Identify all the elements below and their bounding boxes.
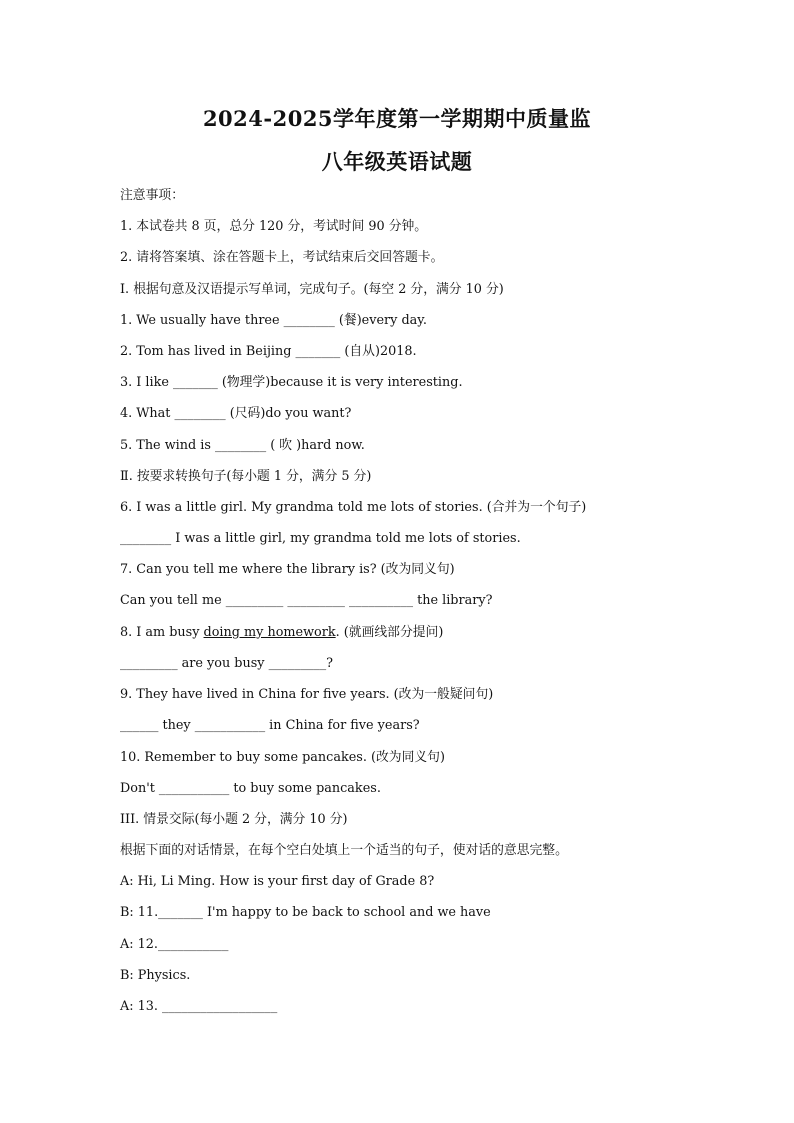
section2-heading: Ⅱ. 按要求转换句子(每小题 1 分，满分 5 分) bbox=[120, 469, 372, 484]
question-8-underlined: doing my homework bbox=[203, 625, 336, 640]
question-7-answer-line: Can you tell me _________ _________ __________ the library? bbox=[120, 593, 493, 608]
section3-heading: III. 情景交际(每小题 2 分，满分 10 分) bbox=[120, 812, 348, 827]
section3-instruction: 根据下面的对话情景，在每个空白处填上一个适当的句子，使对话的意思完整。 bbox=[120, 843, 568, 858]
question-4: 4. What ________ (尺码)do you want? bbox=[120, 406, 352, 421]
question-6: 6. I was a little girl. My grandma told me lots of stories. (合并为一个句子) bbox=[120, 500, 587, 515]
dialogue-line-1: A: Hi, Li Ming. How is your first day of Grade 8? bbox=[120, 874, 435, 889]
dialogue-line-5: A: 13. __________________ bbox=[120, 999, 278, 1014]
question-10: 10. Remember to buy some pancakes. (改为同义句) bbox=[120, 750, 445, 765]
question-8-answer-line: _________ are you busy _________? bbox=[120, 656, 334, 671]
dialogue-line-4: B: Physics. bbox=[120, 968, 191, 983]
question-3: 3. I like _______ (物理学)because it is very interesting. bbox=[120, 375, 463, 390]
section1-heading: I. 根据句意及汉语提示写单词，完成句子。(每空 2 分，满分 10 分) bbox=[120, 282, 504, 297]
note-1: 1. 本试卷共 8 页，总分 120 分，考试时间 90 分钟。 bbox=[120, 219, 428, 234]
exam-title: 2024-2025学年度第一学期期中质量监 bbox=[202, 106, 592, 131]
question-5: 5. The wind is ________ ( 吹 )hard now. bbox=[120, 438, 365, 453]
question-1: 1. We usually have three ________ (餐)every day. bbox=[120, 313, 427, 328]
question-8-prefix: 8. I am busy bbox=[120, 625, 204, 640]
question-6-answer-line: ________ I was a little girl, my grandma told me lots of stories. bbox=[120, 531, 521, 546]
note-2: 2. 请将答案填、涂在答题卡上，考试结束后交回答题卡。 bbox=[120, 250, 444, 265]
exam-subtitle: 八年级英语试题 bbox=[321, 149, 473, 174]
question-9: 9. They have lived in China for five years. (改为一般疑问句) bbox=[120, 687, 494, 702]
question-7: 7. Can you tell me where the library is? (改为同义句) bbox=[120, 562, 455, 577]
question-2: 2. Tom has lived in Beijing _______ (自从)2018. bbox=[120, 344, 417, 359]
question-9-answer-line: ______ they ___________ in China for five years? bbox=[120, 718, 420, 733]
question-8-suffix: . (就画线部分提问) bbox=[335, 625, 444, 640]
question-8 bbox=[120, 624, 443, 642]
dialogue-line-3: A: 12.___________ bbox=[120, 937, 229, 952]
notes-header: 注意事项： bbox=[120, 188, 184, 203]
question-10-answer-line: Don't ___________ to buy some pancakes. bbox=[120, 781, 381, 796]
dialogue-line-2: B: 11._______ I'm happy to be back to school and we have bbox=[120, 905, 491, 920]
